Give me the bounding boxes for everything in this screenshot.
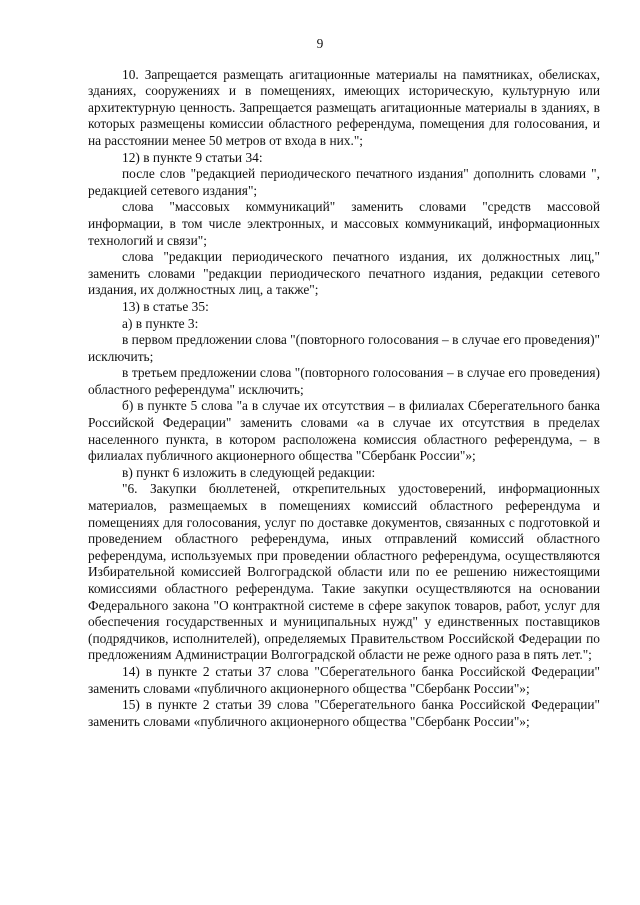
page-number: 9: [316, 36, 324, 51]
paragraph-item-12: 12) в пункте 9 статьи 34:: [122, 149, 263, 165]
paragraph-item-12-c: слова "редакции периодического печатного издания, их должностных лиц," заменить словами "редакции периодического печатного издания, редакции сетевого издания, их должностных лиц, а также";: [88, 249, 600, 298]
paragraph-item-13-c: в) пункт 6 изложить в следующей редакции:: [122, 464, 376, 480]
paragraph-item-10: 10. Запрещается размещать агитационные материалы на памятниках, обелисках, зданиях, сооружениях и в помещениях, имеющих историческую, культурную или архитектурную ценность. Запрещается размещать агитационные материалы в зданиях, в которых размещены комиссии областного референдума, помещения для голосования, и на расстоянии менее 50 метров от входа в них.";: [88, 66, 600, 148]
paragraph-item-12-b: слова "массовых коммуникаций" заменить словами "средств массовой информации, в том числе электронных, и массовых коммуникаций, информационных технологий и связи";: [88, 199, 600, 248]
paragraph-item-13-b: б) в пункте 5 слова "а в случае их отсутствия – в филиалах Сберегательного банка Российской Федерации" заменить словами «а в случае их отсутствия в пределах населенного пункта, в котором расположена комиссия областного референдума, – в филиалах публичного акционерного общества "Сбербанк России"»;: [88, 398, 600, 464]
paragraph-quoted-item-6: "6. Закупки бюллетеней, открепительных удостоверений, информационных материалов, размещаемых в помещениях комиссий областного референдума и помещениях для голосования, услуг по доставке документов, связанных с подготовкой и проведением областного референдума, иных отправлений комиссий областного референдума, используемых при проведении областного референдума, осуществляются Избирательной комиссией Волгоградской области или по ее решению нижестоящими комиссиями областного референдума. Такие закупки осуществляются на основании Федерального закона "О контрактной системе в сфере закупок товаров, работ, услуг для обеспечения государственных и муниципальных нужд" у единственных поставщиков (подрядчиков, исполнителей), определяемых Правительством Российской Федерации по предложениям Администрации Волгоградской области не реже одного раза в пять лет.";: [88, 481, 600, 663]
paragraph-item-12-a: после слов "редакцией периодического печатного издания" дополнить словами ", редакцией сетевого издания";: [88, 166, 600, 198]
paragraph-item-13: 13) в статье 35:: [122, 298, 209, 314]
paragraph-item-13-a-1: в первом предложении слова "(повторного голосования – в случае его проведения)" исключить;: [88, 332, 600, 364]
paragraph-item-13-a: а) в пункте 3:: [122, 315, 199, 331]
paragraph-item-13-a-2: в третьем предложении слова "(повторного голосования – в случае его проведения) областного референдума" исключить;: [88, 365, 600, 397]
paragraph-item-14: 14) в пункте 2 статьи 37 слова "Сберегательного банка Российской Федерации" заменить словами «публичного акционерного общества "Сбербанк России"»;: [88, 663, 600, 696]
paragraph-item-15: 15) в пункте 2 статьи 39 слова "Сберегательного банка Российской Федерации" заменить словами «публичного акционерного общества "Сбербанк России"»;: [88, 697, 600, 729]
